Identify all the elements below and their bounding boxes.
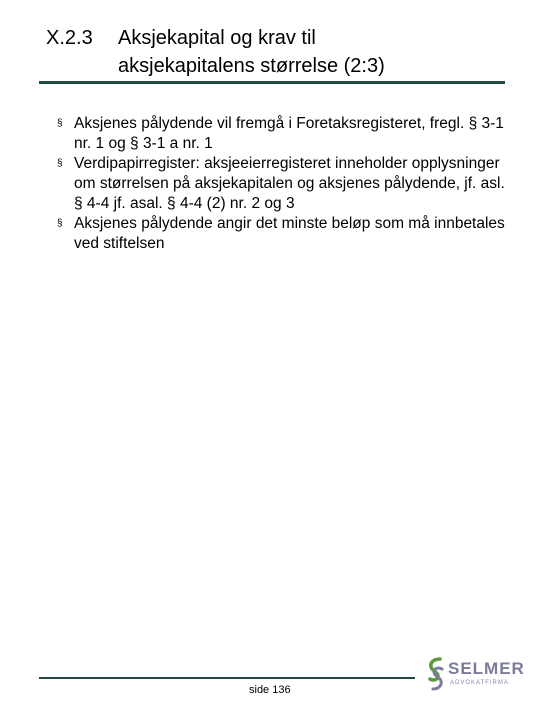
title-divider	[39, 81, 505, 84]
page-number: side 136	[249, 684, 291, 696]
page-title	[46, 24, 501, 80]
selmer-s-logo-icon	[425, 656, 447, 692]
bullet-marker: §	[57, 158, 63, 169]
logo-subtitle: ADVOKATFIRMA	[450, 680, 509, 686]
bullet-marker: §	[57, 118, 63, 129]
logo-wordmark: SELMER	[448, 659, 525, 678]
title-text	[118, 24, 501, 80]
bullet-text: Verdipapirregister: aksjeeierregisteret inneholder opplysninger om størrelsen på aksjekapitalen og aksjenes pålydende, jf. asl. § 4-4 jf. asal. § 4-4 (2) nr. 2 og 3	[74, 155, 505, 212]
list-item	[57, 114, 507, 154]
bullet-marker: §	[57, 218, 63, 229]
slide-header	[46, 24, 501, 80]
bullet-text: Aksjenes pålydende vil fremgå i Foretaksregisteret, fregl. § 3-1 nr. 1 og § 3-1 a nr. 1	[74, 115, 504, 152]
section-number: X.2.3	[46, 27, 93, 49]
selmer-logo	[425, 656, 525, 692]
title-line-1: Aksjekapital og krav til	[118, 27, 316, 49]
list-item	[57, 154, 507, 214]
bullet-text: Aksjenes pålydende angir det minste beløp som må innbetales ved stiftelsen	[74, 215, 505, 252]
title-line-2: aksjekapitalens størrelse (2:3)	[118, 55, 385, 77]
footer-divider	[39, 677, 415, 679]
list-item	[57, 214, 507, 254]
bullet-list	[57, 114, 507, 254]
